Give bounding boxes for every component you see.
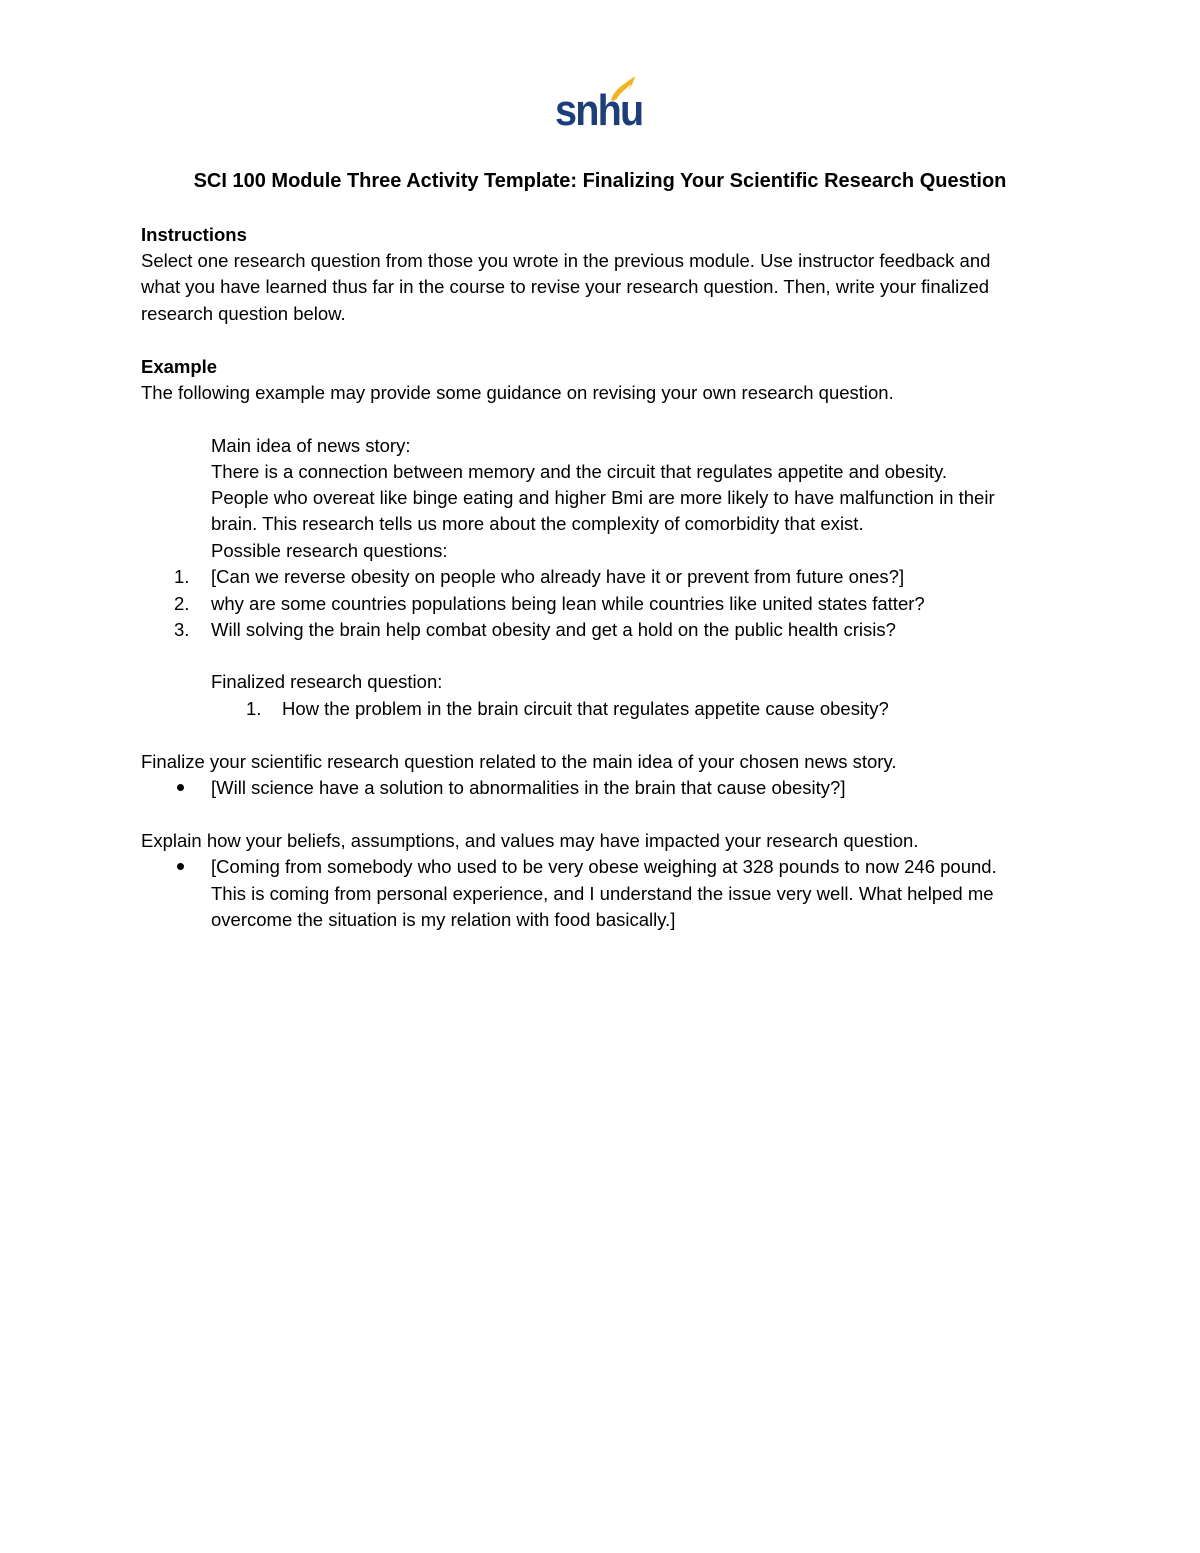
instructions-line: Select one research question from those you wrote in the previous module. Use instructor feedback and [141, 250, 991, 271]
snhu-logo [555, 74, 643, 135]
possible-question: Will solving the brain help combat obesity and get a hold on the public health crisis? [211, 619, 896, 640]
list-number: 1. [174, 566, 190, 587]
explain-answer-line: This is coming from personal experience, and I understand the issue very well. What helped me [211, 883, 994, 904]
list-number: 2. [174, 593, 190, 614]
main-idea-line: brain. This research tells us more about the complexity of comorbidity that exist. [211, 513, 864, 534]
possible-question: [Can we reverse obesity on people who already have it or prevent from future ones?] [211, 566, 905, 587]
main-idea-line: There is a connection between memory and the circuit that regulates appetite and obesity. [211, 461, 947, 482]
finalized-question: How the problem in the brain circuit that regulates appetite cause obesity? [282, 698, 889, 719]
finalized-label: Finalized research question: [211, 671, 443, 692]
list-number: 3. [174, 619, 190, 640]
example-heading: Example [141, 356, 218, 377]
instructions-line: research question below. [141, 303, 346, 324]
main-idea-line: People who overeat like binge eating and higher Bmi are more likely to have malfunction in their [211, 487, 995, 508]
bullet-icon [177, 784, 184, 791]
finalize-prompt: Finalize your scientific research question related to the main idea of your chosen news story. [141, 751, 897, 772]
page-title: SCI 100 Module Three Activity Template: Finalizing Your Scientific Research Question [193, 170, 1007, 192]
bullet-icon [177, 863, 184, 870]
example-intro: The following example may provide some guidance on revising your own research question. [141, 382, 894, 403]
explain-prompt: Explain how your beliefs, assumptions, and values may have impacted your research question. [141, 830, 919, 851]
list-number: 1. [246, 698, 262, 719]
possible-questions-label: Possible research questions: [211, 540, 448, 561]
instructions-line: what you have learned thus far in the course to revise your research question. Then, write your finalized [141, 276, 990, 297]
finalize-answer: [Will science have a solution to abnormalities in the brain that cause obesity?] [211, 777, 846, 798]
instructions-heading: Instructions [141, 224, 247, 245]
explain-answer-line: overcome the situation is my relation with food basically.] [211, 909, 676, 930]
logo-text: snhu [555, 86, 643, 135]
main-idea-label: Main idea of news story: [211, 435, 411, 456]
possible-question: why are some countries populations being lean while countries like united states fatter? [211, 593, 925, 614]
explain-answer-line: [Coming from somebody who used to be very obese weighing at 328 pounds to now 246 pound. [211, 856, 997, 877]
